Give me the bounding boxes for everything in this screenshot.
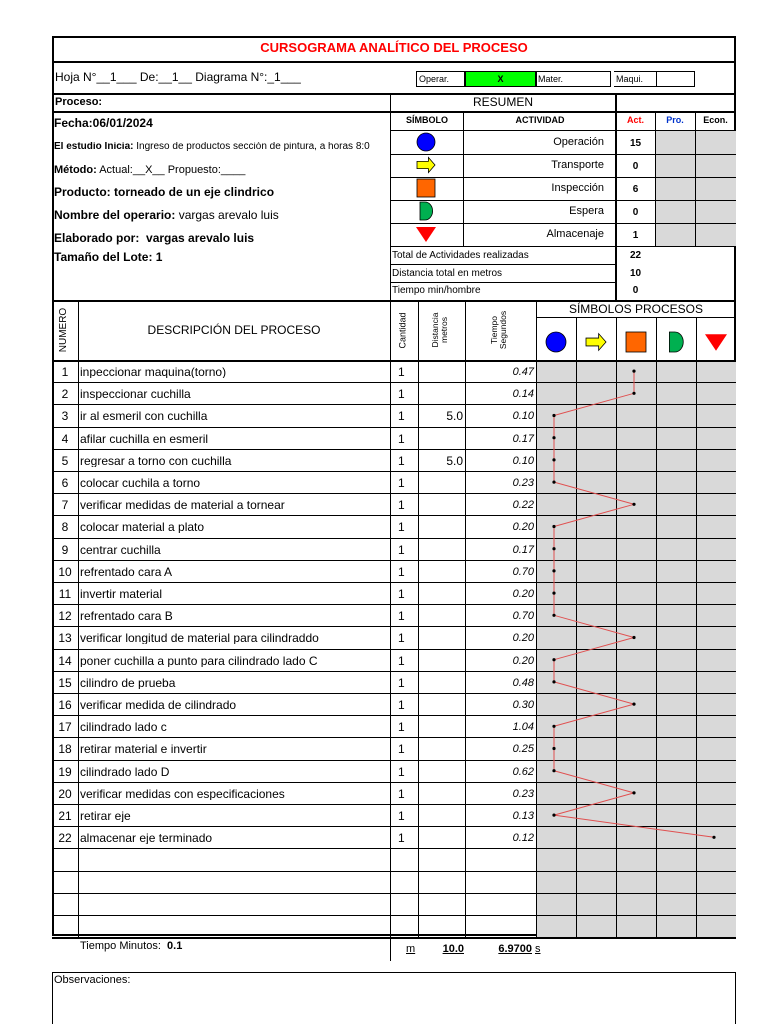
row-tiempo: 0.30 <box>512 699 534 711</box>
row-tiempo: 0.25 <box>512 743 534 756</box>
row-number: 9 <box>61 542 69 557</box>
row-description: verificar medida de cilindrado <box>80 699 237 711</box>
row-description: verificar medidas de material a tornear <box>80 499 285 512</box>
flow-dot <box>632 370 635 373</box>
row-cantidad: 1 <box>398 431 405 446</box>
flow-dot <box>552 814 555 817</box>
row-cantidad: 1 <box>398 542 405 557</box>
flow-path <box>536 360 736 937</box>
row-number: 7 <box>61 498 69 513</box>
divider <box>390 154 736 155</box>
divider <box>390 300 391 961</box>
flow-dot <box>552 680 555 683</box>
estudio-line <box>54 142 390 152</box>
row-cantidad: 1 <box>398 476 405 490</box>
divider <box>390 246 736 247</box>
row-cantidad: 1 <box>398 609 405 624</box>
row-number: 21 <box>58 809 72 823</box>
row-description: afilar cuchilla en esmeril <box>80 432 209 445</box>
row-description: inpeccionar maquina(torno) <box>80 366 227 378</box>
estudio-value: Ingreso de productos sección de pintura, a horas 8:0 <box>136 142 370 152</box>
flow-dot <box>632 503 635 506</box>
total-value: 22 <box>629 250 642 261</box>
tiempo-label: Tiempo min/hombre <box>392 285 481 296</box>
row-tiempo: 0.17 <box>512 543 534 556</box>
row-cantidad: 1 <box>398 698 405 712</box>
row-cantidad: 1 <box>398 365 405 379</box>
flow-dot <box>552 747 555 750</box>
flow-dot <box>552 658 555 661</box>
flow-line <box>554 371 714 837</box>
row-number: 11 <box>58 587 72 601</box>
resumen-activity: Transporte <box>551 159 604 171</box>
row-tiempo: 0.10 <box>512 410 534 423</box>
row-tiempo: 0.17 <box>512 432 534 445</box>
header-arrow-right-icon <box>585 331 607 353</box>
divider <box>390 177 736 178</box>
resumen-act-value: 6 <box>632 184 639 195</box>
row-number: 18 <box>58 742 72 757</box>
row-description: cilindrado lado c <box>80 721 167 734</box>
resumen-activity: Almacenaje <box>546 228 604 240</box>
row-tiempo: 0.14 <box>512 388 534 401</box>
col-descripcion: DESCRIPCIÓN DEL PROCESO <box>147 323 321 337</box>
tiempo-minutos-line <box>80 941 182 952</box>
row-tiempo: 0.70 <box>512 610 534 623</box>
proceso-label: Proceso: <box>55 96 103 108</box>
row-description: colocar material a plato <box>80 521 205 534</box>
row-number: 6 <box>61 476 69 490</box>
estudio-label: El estudio Inicia: <box>54 142 134 152</box>
distancia-value: 10 <box>629 268 642 279</box>
hoja-line: Hoja N°__1___ De:__1__ Diagrama N°:_1___ <box>55 70 301 84</box>
divider <box>655 111 656 246</box>
elaborado-line <box>54 232 254 244</box>
total-label: Total de Actividades realizadas <box>392 250 529 261</box>
row-tiempo: 0.13 <box>512 810 534 822</box>
row-description: regresar a torno con cuchilla <box>80 454 232 467</box>
row-number: 1 <box>61 365 69 379</box>
divider <box>78 300 79 937</box>
row-number: 2 <box>61 387 69 402</box>
row-description: ir al esmeril con cuchilla <box>80 410 208 423</box>
observaciones-box <box>52 972 736 1024</box>
divider <box>463 111 464 246</box>
fecha: Fecha:06/01/2024 <box>54 116 153 130</box>
s-label: s <box>535 943 541 955</box>
resumen-col-simbolo: SÍMBOLO <box>406 115 448 125</box>
flow-dot <box>552 769 555 772</box>
flow-dot <box>552 592 555 595</box>
divider <box>52 61 736 63</box>
flow-dot <box>632 791 635 794</box>
divider <box>390 130 736 131</box>
distancia-label: Distancia total en metros <box>392 268 503 279</box>
tiempo-minutos-value: 0.1 <box>167 940 183 952</box>
flow-dot <box>552 414 555 417</box>
divider <box>390 111 736 113</box>
divider <box>418 300 419 937</box>
row-number: 3 <box>61 409 69 424</box>
row-tiempo: 0.62 <box>512 765 534 778</box>
resumen-pro-econ-fill <box>656 131 736 246</box>
divider <box>390 282 616 283</box>
row-distancia: 5.0 <box>446 409 463 424</box>
resumen-square-icon <box>416 178 436 198</box>
row-number: 12 <box>58 609 72 624</box>
row-tiempo: 0.20 <box>512 521 534 534</box>
operar-label: Operar. <box>419 74 450 84</box>
flow-dot <box>552 547 555 550</box>
divider <box>390 200 736 201</box>
row-description: retirar material e invertir <box>80 743 207 756</box>
row-number: 22 <box>58 831 72 846</box>
resumen-col-pro: Pro. <box>666 115 684 125</box>
row-tiempo: 0.10 <box>512 454 534 467</box>
row-cantidad: 1 <box>398 809 405 823</box>
col-numero: NUMERO <box>58 307 69 353</box>
row-description: centrar cuchilla <box>80 543 161 556</box>
row-description: inspeccionar cuchilla <box>80 388 191 401</box>
row-description: cilindrado lado D <box>80 765 170 778</box>
resumen-title: RESUMEN <box>472 95 533 109</box>
m-label: m <box>406 943 416 955</box>
resumen-circle-icon <box>416 132 436 152</box>
form-title: CURSOGRAMA ANALÍTICO DEL PROCESO <box>260 40 528 55</box>
header-d-shape-icon <box>665 331 687 353</box>
row-number: 17 <box>58 720 72 735</box>
row-number: 13 <box>58 631 72 646</box>
divider <box>695 111 696 246</box>
flow-dot <box>632 636 635 639</box>
row-cantidad: 1 <box>398 387 405 402</box>
row-description: almacenar eje terminado <box>80 832 213 845</box>
row-cantidad: 1 <box>398 453 405 468</box>
row-cantidad: 1 <box>398 742 405 757</box>
col-tiempo: Tiempo Segundos <box>489 310 508 350</box>
divider <box>536 317 736 318</box>
row-description: retirar eje <box>80 810 131 822</box>
tiempo-total: 6.9700 <box>498 943 532 955</box>
row-tiempo: 0.20 <box>512 632 534 645</box>
divider <box>52 111 390 113</box>
flow-dot <box>552 725 555 728</box>
resumen-act-value: 0 <box>632 207 639 218</box>
metodo-line <box>54 165 245 176</box>
row-cantidad: 1 <box>398 831 405 846</box>
row-cantidad: 1 <box>398 720 405 735</box>
metodo-value: Actual:__X__ Propuesto:____ <box>99 164 246 176</box>
row-distancia: 5.0 <box>446 453 463 468</box>
header-triangle-down-icon <box>705 331 727 353</box>
operar-mark: X <box>497 74 504 84</box>
distancia-total: 10.0 <box>442 943 464 955</box>
tiempo-minutos-label: Tiempo Minutos: <box>80 940 161 952</box>
flow-dot <box>552 436 555 439</box>
row-description: refrentado cara B <box>80 610 173 623</box>
flow-dot <box>712 836 715 839</box>
row-number: 10 <box>58 564 72 579</box>
divider <box>52 937 736 939</box>
divider <box>52 93 736 95</box>
row-tiempo: 0.47 <box>512 366 534 378</box>
divider <box>615 93 617 112</box>
resumen-activity: Operación <box>553 136 604 148</box>
row-cantidad: 1 <box>398 498 405 513</box>
row-cantidad: 1 <box>398 675 405 690</box>
resumen-act-value: 1 <box>632 230 639 241</box>
col-distancia: Distancia metros <box>430 312 449 348</box>
col-cantidad: Cantidad <box>397 312 408 349</box>
resumen-act-value: 0 <box>632 161 639 172</box>
row-tiempo: 0.23 <box>512 787 534 800</box>
row-number: 4 <box>61 431 69 446</box>
resumen-triangle-down-icon <box>416 224 436 244</box>
operario-line <box>54 209 279 221</box>
row-number: 8 <box>61 520 69 535</box>
operario-value: vargas arevalo luis <box>178 208 279 222</box>
divider <box>390 264 616 265</box>
row-tiempo: 0.22 <box>512 499 534 512</box>
row-tiempo: 0.70 <box>512 565 534 578</box>
row-cantidad: 1 <box>398 587 405 601</box>
row-cantidad: 1 <box>398 653 405 668</box>
elaborado-value: vargas arevalo luis <box>146 231 255 245</box>
producto: Producto: torneado de un eje clindrico <box>54 185 275 199</box>
row-description: poner cuchilla a punto para cilindrado lado C <box>80 654 318 667</box>
header-square-icon <box>625 331 647 353</box>
resumen-col-actividad: ACTIVIDAD <box>515 115 565 125</box>
resumen-arrow-right-icon <box>416 155 436 175</box>
flow-dot <box>632 392 635 395</box>
simbolos-title: SÍMBOLOS PROCESOS <box>568 302 704 316</box>
lote: Tamaño del Lote: 1 <box>54 250 163 264</box>
row-description: invertir material <box>80 588 163 600</box>
maqui-value-box <box>656 71 695 87</box>
row-tiempo: 0.20 <box>512 588 534 600</box>
resumen-col-act: Act. <box>626 115 644 125</box>
row-description: refrentado cara A <box>80 565 173 578</box>
flow-dot <box>552 481 555 484</box>
row-cantidad: 1 <box>398 786 405 801</box>
row-number: 15 <box>58 675 72 690</box>
tiempo-value: 0 <box>632 285 639 296</box>
mater-label: Mater. <box>538 74 564 84</box>
resumen-d-shape-icon <box>416 201 436 221</box>
divider <box>390 223 736 224</box>
row-number: 5 <box>61 453 69 468</box>
row-description: verificar longitud de material para cilindraddo <box>80 632 319 645</box>
header-circle-icon <box>545 331 567 353</box>
flow-dot <box>552 525 555 528</box>
row-cantidad: 1 <box>398 764 405 779</box>
observaciones-label: Observaciones: <box>54 974 131 986</box>
row-cantidad: 1 <box>398 409 405 424</box>
operario-label: Nombre del operario: <box>54 208 176 222</box>
row-tiempo: 1.04 <box>512 721 534 734</box>
row-cantidad: 1 <box>398 520 405 535</box>
maqui-label: Maqui. <box>616 74 644 84</box>
flow-dot <box>632 703 635 706</box>
row-cantidad: 1 <box>398 564 405 579</box>
row-description: cilindro de prueba <box>80 676 176 689</box>
resumen-act-value: 15 <box>629 138 642 149</box>
row-tiempo: 0.23 <box>512 477 534 489</box>
flow-dot <box>552 458 555 461</box>
flow-dot <box>552 614 555 617</box>
row-number: 20 <box>58 786 72 801</box>
row-tiempo: 0.12 <box>512 832 534 845</box>
row-description: verificar medidas con especificaciones <box>80 787 285 800</box>
row-number: 19 <box>58 764 72 779</box>
row-tiempo: 0.48 <box>512 676 534 689</box>
elaborado-label: Elaborado por: <box>54 231 140 245</box>
row-tiempo: 0.20 <box>512 654 534 667</box>
resumen-activity: Espera <box>569 205 604 217</box>
resumen-activity: Inspección <box>551 182 604 194</box>
resumen-col-econ: Econ. <box>703 115 728 125</box>
flow-dot <box>552 569 555 572</box>
row-cantidad: 1 <box>398 631 405 646</box>
row-number: 14 <box>58 653 72 668</box>
row-number: 16 <box>58 698 72 712</box>
metodo-label: Método: <box>54 164 97 176</box>
row-description: colocar cuchila a torno <box>80 477 201 489</box>
